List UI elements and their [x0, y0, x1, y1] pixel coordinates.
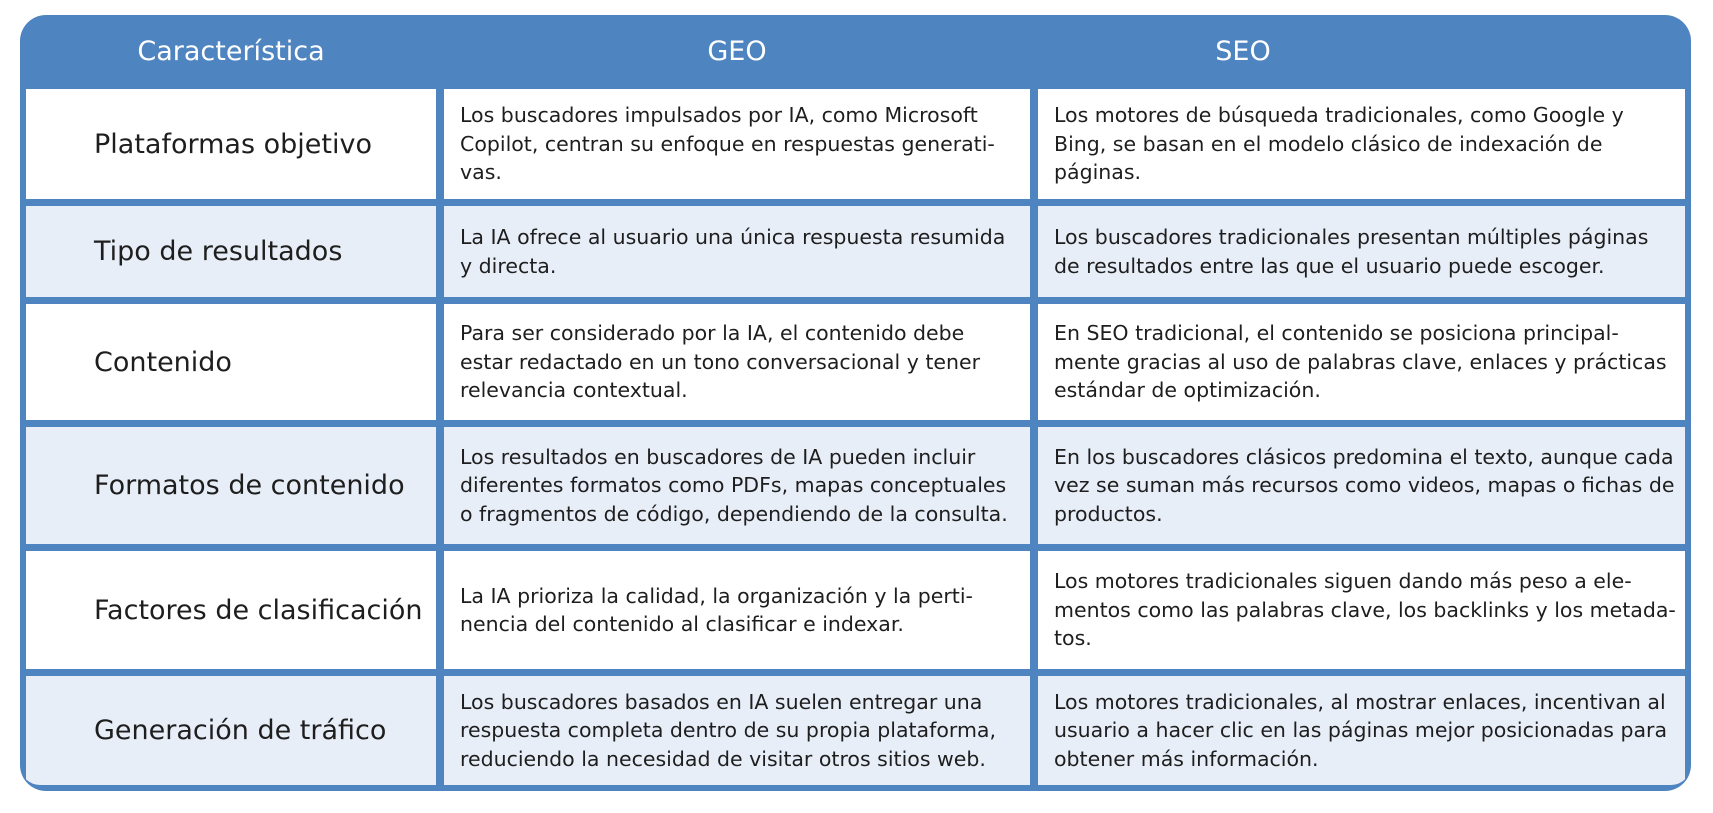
seo-cell: Los motores de búsqueda tradicionales, como Google y Bing, se basan en el modelo clásico de indexación de páginas. — [1038, 89, 1685, 199]
header-seo: SEO — [1215, 36, 1271, 67]
geo-cell: La IA ofrece al usuario una única respuesta resumida y directa. — [444, 206, 1030, 297]
row-label: Generación de tráfico — [26, 676, 436, 785]
row-label: Plataformas objetivo — [26, 89, 436, 199]
row-label: Contenido — [26, 304, 436, 420]
table-row — [20, 427, 1691, 544]
seo-cell: Los buscadores tradicionales presentan múltiples páginas de resultados entre las que el usuario puede escoger. — [1038, 206, 1685, 297]
header-caracteristica: Característica — [137, 36, 325, 67]
row-label: Factores de clasificación — [26, 551, 436, 669]
geo-cell: La IA prioriza la calidad, la organización y la perti-nencia del contenido al clasificar e indexar. — [444, 551, 1030, 669]
seo-cell: Los motores tradicionales, al mostrar enlaces, incentivan al usuario a hacer clic en las páginas mejor posicionadas para obtener más información. — [1038, 676, 1685, 785]
table-row — [20, 304, 1691, 420]
table-row — [20, 676, 1691, 785]
table-row — [20, 551, 1691, 669]
geo-cell: Los buscadores impulsados por IA, como Microsoft Copilot, centran su enfoque en respuestas generati-vas. — [444, 89, 1030, 199]
row-label: Tipo de resultados — [26, 206, 436, 297]
geo-cell: Los resultados en buscadores de IA pueden incluir diferentes formatos como PDFs, mapas conceptuales o fragmentos de código, dependiendo de la consulta. — [444, 427, 1030, 544]
table-row — [20, 206, 1691, 297]
comparison-table — [20, 15, 1691, 791]
geo-cell: Los buscadores basados en IA suelen entregar una respuesta completa dentro de su propia plataforma, reduciendo la necesidad de visitar otros sitios web. — [444, 676, 1030, 785]
table-header-row — [20, 15, 1691, 89]
geo-cell: Para ser considerado por la IA, el contenido debe estar redactado en un tono conversacional y tener relevancia contextual. — [444, 304, 1030, 420]
seo-cell: Los motores tradicionales siguen dando más peso a ele-mentos como las palabras clave, los backlinks y los metada-tos. — [1038, 551, 1685, 669]
seo-cell: En SEO tradicional, el contenido se posiciona principal-mente gracias al uso de palabras clave, enlaces y prácticas estándar de optimización. — [1038, 304, 1685, 420]
header-geo: GEO — [707, 36, 767, 67]
table-row — [20, 89, 1691, 199]
seo-cell: En los buscadores clásicos predomina el texto, aunque cada vez se suman más recursos como videos, mapas o fichas de productos. — [1038, 427, 1685, 544]
row-label: Formatos de contenido — [26, 427, 436, 544]
